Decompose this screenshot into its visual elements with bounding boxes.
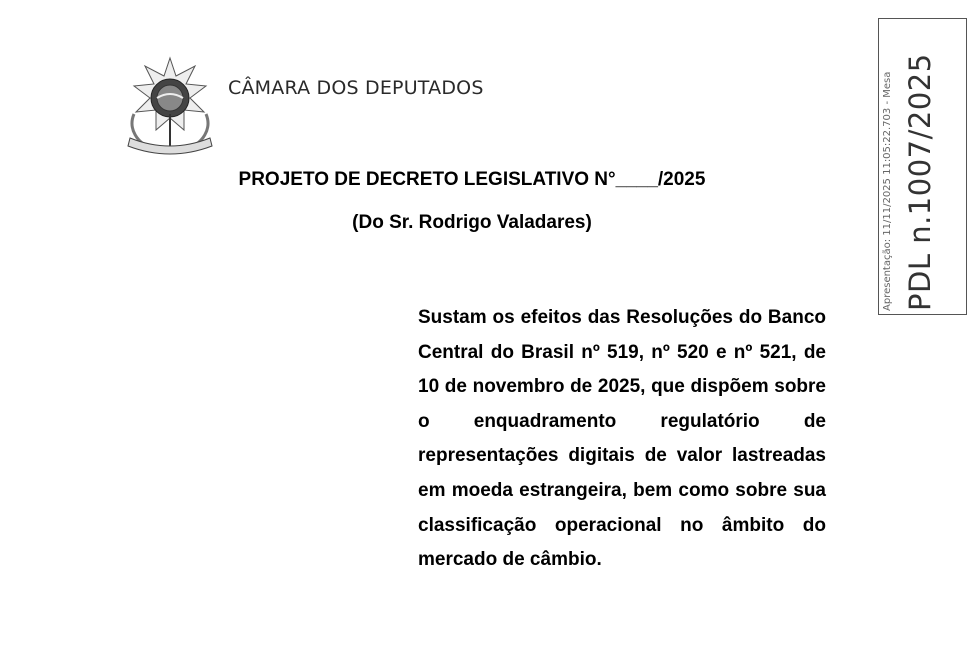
- protocol-stamp: [878, 18, 967, 315]
- document-title: PROJETO DE DECRETO LEGISLATIVO N°____/2025: [238, 169, 706, 190]
- brazil-coat-of-arms-icon: [120, 54, 220, 160]
- document-ementa: Sustam os efeitos das Resoluções do Banco Central do Brasil nº 519, nº 520 e nº 521, de 10 de novembro de 2025, que dispõem sobre o enquadramento regulatório de representações digitais de valor lastreadas em moeda estrangeira, bem como sobre sua classificação operacional no âmbito do mercado de câmbio.: [418, 307, 826, 571]
- presentation-info: Apresentação: 11/11/2025 11:05:22.703 - Mesa: [882, 71, 893, 311]
- institution-name: CÂMARA DOS DEPUTADOS: [228, 77, 484, 99]
- document-author: (Do Sr. Rodrigo Valadares): [352, 212, 592, 233]
- protocol-code: PDL n.1007/2025: [903, 53, 937, 311]
